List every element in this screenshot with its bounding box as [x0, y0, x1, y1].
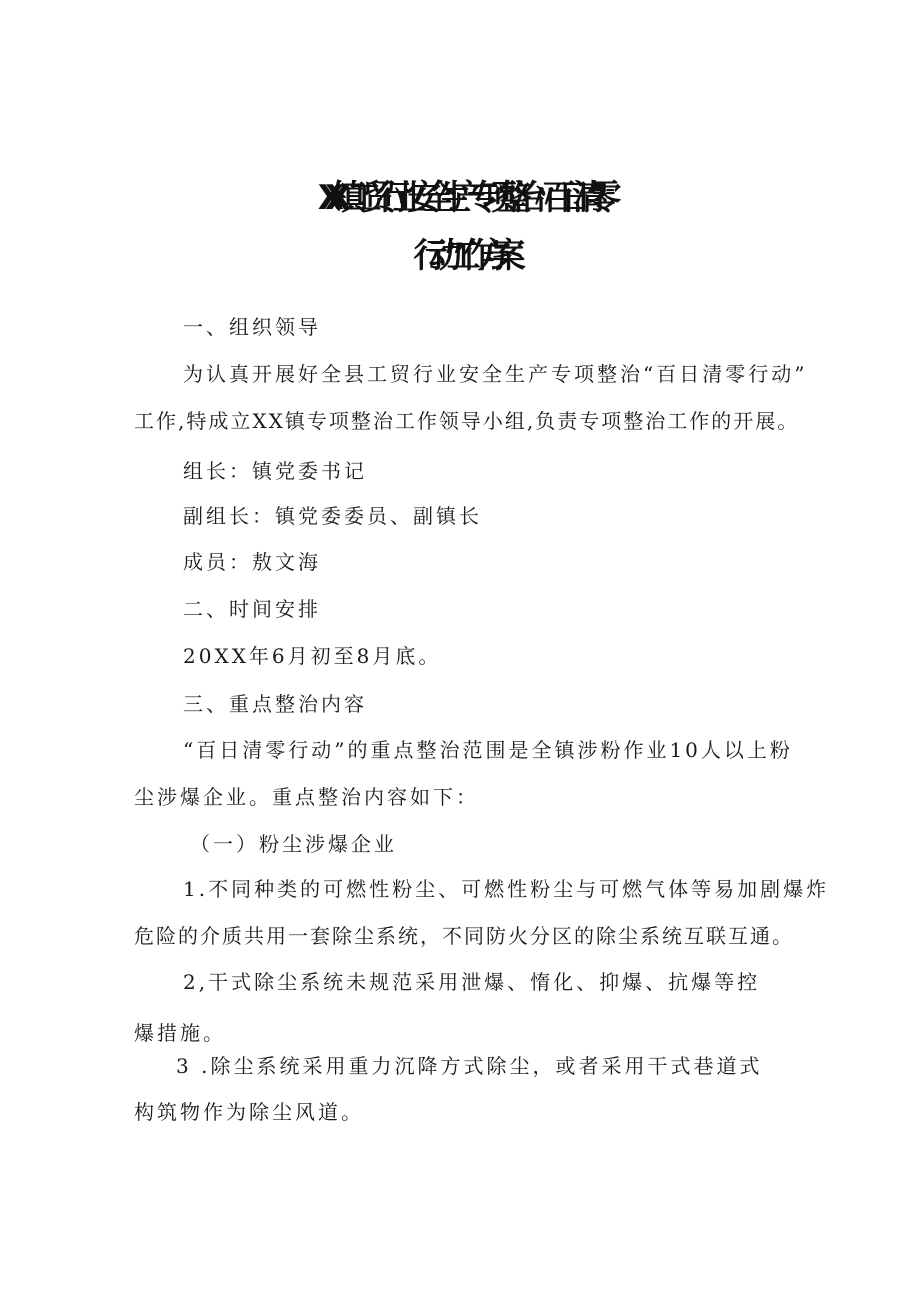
- section-1-heading: 一、组织领导: [183, 315, 321, 339]
- section-2-heading: 二、时间安排: [183, 597, 321, 621]
- item-1-line-2: 危险的介质共用一套除尘系统，不同防火分区的除尘系统互联互通。: [134, 924, 794, 948]
- section-3-paragraph-line-1: “百日清零行动”的重点整治范围是全镇涉粉作业10人以上粉: [183, 738, 793, 762]
- item-3-line-2: 构筑物作为除尘风道。: [134, 1100, 364, 1124]
- item-1-line-1: 1.不同种类的可燃性粉尘、可燃性粉尘与可燃气体等易加剧爆炸: [183, 877, 830, 901]
- section-1-paragraph-line-2: 工作,特成立XX镇专项整治工作领导小组,负责专项整治工作的开展。: [134, 409, 800, 433]
- section-3-paragraph-line-2: 尘涉爆企业。重点整治内容如下：: [134, 785, 479, 809]
- item-2-line-1: 2,干式除尘系统未规范采用泄爆、惰化、抑爆、抗爆等控: [183, 970, 761, 994]
- document-title-line-2: 行动”工作方案: [413, 236, 507, 276]
- section-1-paragraph-line-1: 为认真开展好全县工贸行业安全生产专项整治“百日清零行动”: [183, 362, 808, 386]
- item-3-line-1: 3 .除尘系统采用重力沉降方式除尘，或者采用干式巷道式: [176, 1054, 763, 1078]
- item-2-line-2: 爆措施。: [134, 1021, 226, 1045]
- leader-line: 组长：镇党委书记: [183, 459, 367, 483]
- deputy-leader-line: 副组长：镇党委委员、副镇长: [183, 504, 482, 528]
- subsection-1-heading: （一）粉尘涉爆企业: [190, 832, 397, 856]
- schedule-line: 20XX年6月初至8月底。: [183, 644, 442, 668]
- section-3-heading: 三、重点整治内容: [183, 692, 367, 716]
- document-title-line-1: XX镇工贸行业安全生产专项整治〃百日清零: [317, 178, 603, 218]
- members-line: 成员：敖文海: [183, 550, 321, 574]
